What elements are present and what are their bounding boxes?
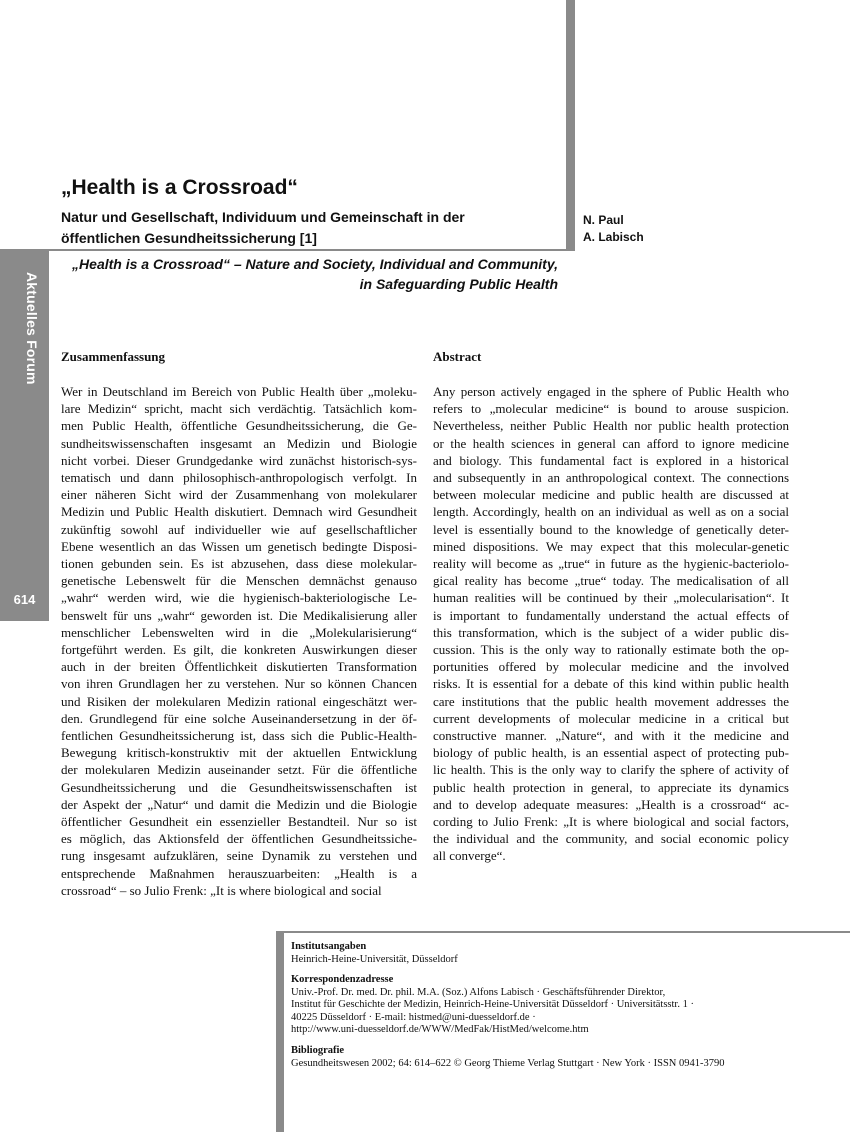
text-line: benswelt für uns „wahr“ geworden ist. Die Medikalisierung aller — [61, 607, 417, 623]
text-line: public health protection in general, to appreciate its dynamics — [433, 779, 789, 795]
institution-block — [291, 941, 831, 966]
text-line: biology of public health, is an essential aspect of protecting pub- — [433, 745, 789, 761]
text-line: human realities will be continued by their „molecularisation“. It — [433, 590, 789, 606]
bibliography-text: Gesundheitswesen 2002; 64: 614–622 © Georg Thieme Verlag Stuttgart · New York · ISSN 0941-3790 — [291, 1057, 725, 1069]
text-line: fortgeführt werden. Es gilt, die konkreten Auswirkungen dieser — [61, 642, 417, 658]
text-line: the individual and the community, and social economic policy — [433, 831, 789, 847]
english-title-line: in Safeguarding Public Health — [359, 276, 558, 292]
text-line: and biology. This fundamental fact is explored in a historical — [433, 452, 789, 468]
text-line: portunities offered by molecular medicine and the involved — [433, 659, 789, 675]
title-divider — [0, 249, 575, 251]
text-line: Any person actively engaged in the sphere of Public Health who — [433, 384, 789, 399]
text-line: cussion. This is the only way to rationally estimate both the op- — [433, 642, 789, 658]
text-line: lic health. This is the only way to clarify the sphere of activity of — [433, 762, 789, 778]
text-line: tematisch und dann philosophisch-anthropologisch verfolgt. In — [61, 470, 417, 486]
text-line: tionen gebunden sein. Es ist abzusehen, dass diese molekular- — [61, 556, 417, 572]
text-line: care institutions that the public health movement addresses the — [433, 693, 789, 709]
text-line: entsprechende Maßnahmen herauszuarbeiten: „Health is a — [61, 865, 417, 881]
correspondence-url[interactable]: http://www.uni-duesseldorf.de/WWW/MedFak/HistMed/welcome.htm — [291, 1024, 589, 1035]
text-line: und Risiken der molekularen Medizin rational eingeschätzt wer- — [61, 693, 417, 709]
text-line: lare Medizin“ spricht, macht sich verdächtig. Tatsächlich kom- — [61, 401, 417, 417]
text-line: refers to „molecular medicine“ is bound to arouse suspicion. — [433, 401, 789, 417]
text-line: Bewegung kritisch-konstruktiv mit der aktuellen Entwicklung — [61, 745, 417, 761]
text-line: between molecular medicine and public health are discussed at — [433, 487, 789, 503]
institution-heading: Institutsangaben — [291, 941, 367, 952]
english-title — [60, 254, 558, 294]
text-line: current developments of molecular medicine in a critical but — [433, 710, 789, 726]
text-line: and subsequently in an anthropological context. The connections — [433, 470, 789, 486]
article-subtitle: Natur und Gesellschaft, Individuum und Gemeinschaft in der öffentlichen Gesundheitssicherung [1] — [61, 209, 465, 246]
text-line: or the health sciences in general can afford to ignore medicine — [433, 435, 789, 451]
text-line: es möglich, das Aktionsfeld der öffentlichen Gesundheitssiche- — [61, 831, 417, 847]
text-line: Medizin und Public Health diskutiert. Demnach wird Gesundheit — [61, 504, 417, 520]
bibliography-heading: Bibliografie — [291, 1045, 345, 1056]
text-line: der Aspekt der „Natur“ und damit die Medizin und die Biologie — [61, 796, 417, 812]
text-line: rung insgesamt aufzuklären, seine Dynamik zu verstehen und — [61, 848, 417, 864]
zusammenfassung-text — [61, 383, 417, 899]
text-line: genetische Lebenswelt für die Menschen demnächst genauso — [61, 573, 417, 589]
decorative-vertical-bar-lower — [566, 194, 575, 250]
text-line: Ebene wesentlich an das Wissen um genetisch bedingte Disposi- — [61, 538, 417, 554]
page-number: 614 — [13, 592, 36, 607]
info-box-rule — [276, 931, 850, 933]
correspondence-line: Institut für Geschichte der Medizin, Heinrich-Heine-Universität Düsseldorf · Universitätsstr. 1 · — [291, 999, 694, 1010]
zusammenfassung-heading: Zusammenfassung — [61, 349, 166, 364]
text-line: von ihren Grundlagen her zu verstehen. Nur so können Chancen — [61, 676, 417, 692]
text-line: this transformation, which is the subject of a wider public dis- — [433, 624, 789, 640]
text-line: öffentlicher Gesundheit ein essenzieller Bestandteil. Nur so ist — [61, 814, 417, 830]
text-line: zukünftig sowohl auf individueller wie auf gesellschaftlicher — [61, 521, 417, 537]
text-line: den. Grundlegend für eine solche Auseinandersetzung in der öf- — [61, 710, 417, 726]
text-line: nicht vorbei. Dieser Grundgedanke wird zunächst historisch-sys- — [61, 452, 417, 468]
text-line: risks. It is essential for a debate of this kind within public health — [433, 676, 789, 692]
correspondence-line: Univ.-Prof. Dr. med. Dr. phil. M.A. (Soz.) Alfons Labisch · Geschäftsführender Direktor, — [291, 986, 666, 998]
text-line: Wer in Deutschland im Bereich von Public Health über „moleku- — [61, 384, 417, 399]
text-line: Gesundheitssicherung und die Gesundheitswissenschaften ist — [61, 779, 417, 795]
correspondence-block — [291, 974, 831, 1037]
text-line: and to develop adequate measures: „Health is a crossroad“ ac- — [433, 796, 789, 812]
decorative-vertical-bar — [566, 0, 575, 194]
text-line: sundheitswissenschaften insgesamt an Medizin und Biologie — [61, 435, 417, 451]
text-line: Nevertheless, neither Public Health nor public health protection — [433, 418, 789, 434]
text-line: constructive manner. „Nature“, and with it the medicine and — [433, 728, 789, 744]
author-list — [583, 212, 644, 246]
text-line: einer näheren Sicht wird der Zusammenhang von molekularer — [61, 487, 417, 503]
correspondence-heading: Korrespondenzadresse — [291, 974, 394, 985]
text-line: gical reality has become „true“ today. The medicalisation of all — [433, 573, 789, 589]
text-line: length. Accordingly, health on an individual as well as on a social — [433, 504, 789, 520]
text-line: men Public Health, öffentliche Gesundheitssicherung, die Ge- — [61, 418, 417, 434]
bibliography-block — [291, 1045, 831, 1070]
text-line: fentlichen Gesundheitssicherung ist, dass sich die Public-Health- — [61, 728, 417, 744]
english-title-line: „Health is a Crossroad“ – Nature and Society, Individual and Community, — [72, 256, 558, 272]
text-line: all converge“. — [433, 848, 506, 864]
abstract-text — [433, 383, 789, 865]
text-line: der molekularen Medizin auseinander setzt. Für die öffentliche — [61, 762, 417, 778]
text-line: „wahr“ werden wird, wie die hygienisch-bakteriologische Le- — [61, 590, 417, 606]
text-line: menschlicher Lebenswelten wird in die „Molekularisierung“ — [61, 624, 417, 640]
text-line: is important to fundamentally understand the actual effects of — [433, 607, 789, 623]
article-title: „Health is a Crossroad“ — [61, 176, 298, 199]
text-line: level is essentially bound to the knowledge of genetically deter- — [433, 521, 789, 537]
text-line: auch in der breiten Öffentlichkeit diskutierten Transformation — [61, 659, 417, 675]
text-line: cording to Julio Frenk: „It is where biological and social factors, — [433, 814, 789, 830]
author-name: N. Paul — [583, 213, 624, 227]
section-label: Aktuelles Forum — [24, 272, 40, 385]
text-line: crossroad“ – so Julio Frenk: „It is where biological and social — [61, 882, 382, 898]
text-line: reality will become as „true“ in future as the hygienic-bacteriolo- — [433, 556, 789, 572]
correspondence-line: 40225 Düsseldorf · E-mail: histmed@uni-duesseldorf.de · — [291, 1011, 536, 1023]
author-name: A. Labisch — [583, 230, 644, 244]
abstract-heading: Abstract — [433, 349, 482, 364]
info-box-bar — [276, 931, 284, 1132]
text-line: mined dispositions. We may expect that this molecular-genetic — [433, 538, 789, 554]
institution-text: Heinrich-Heine-Universität, Düsseldorf — [291, 953, 458, 965]
